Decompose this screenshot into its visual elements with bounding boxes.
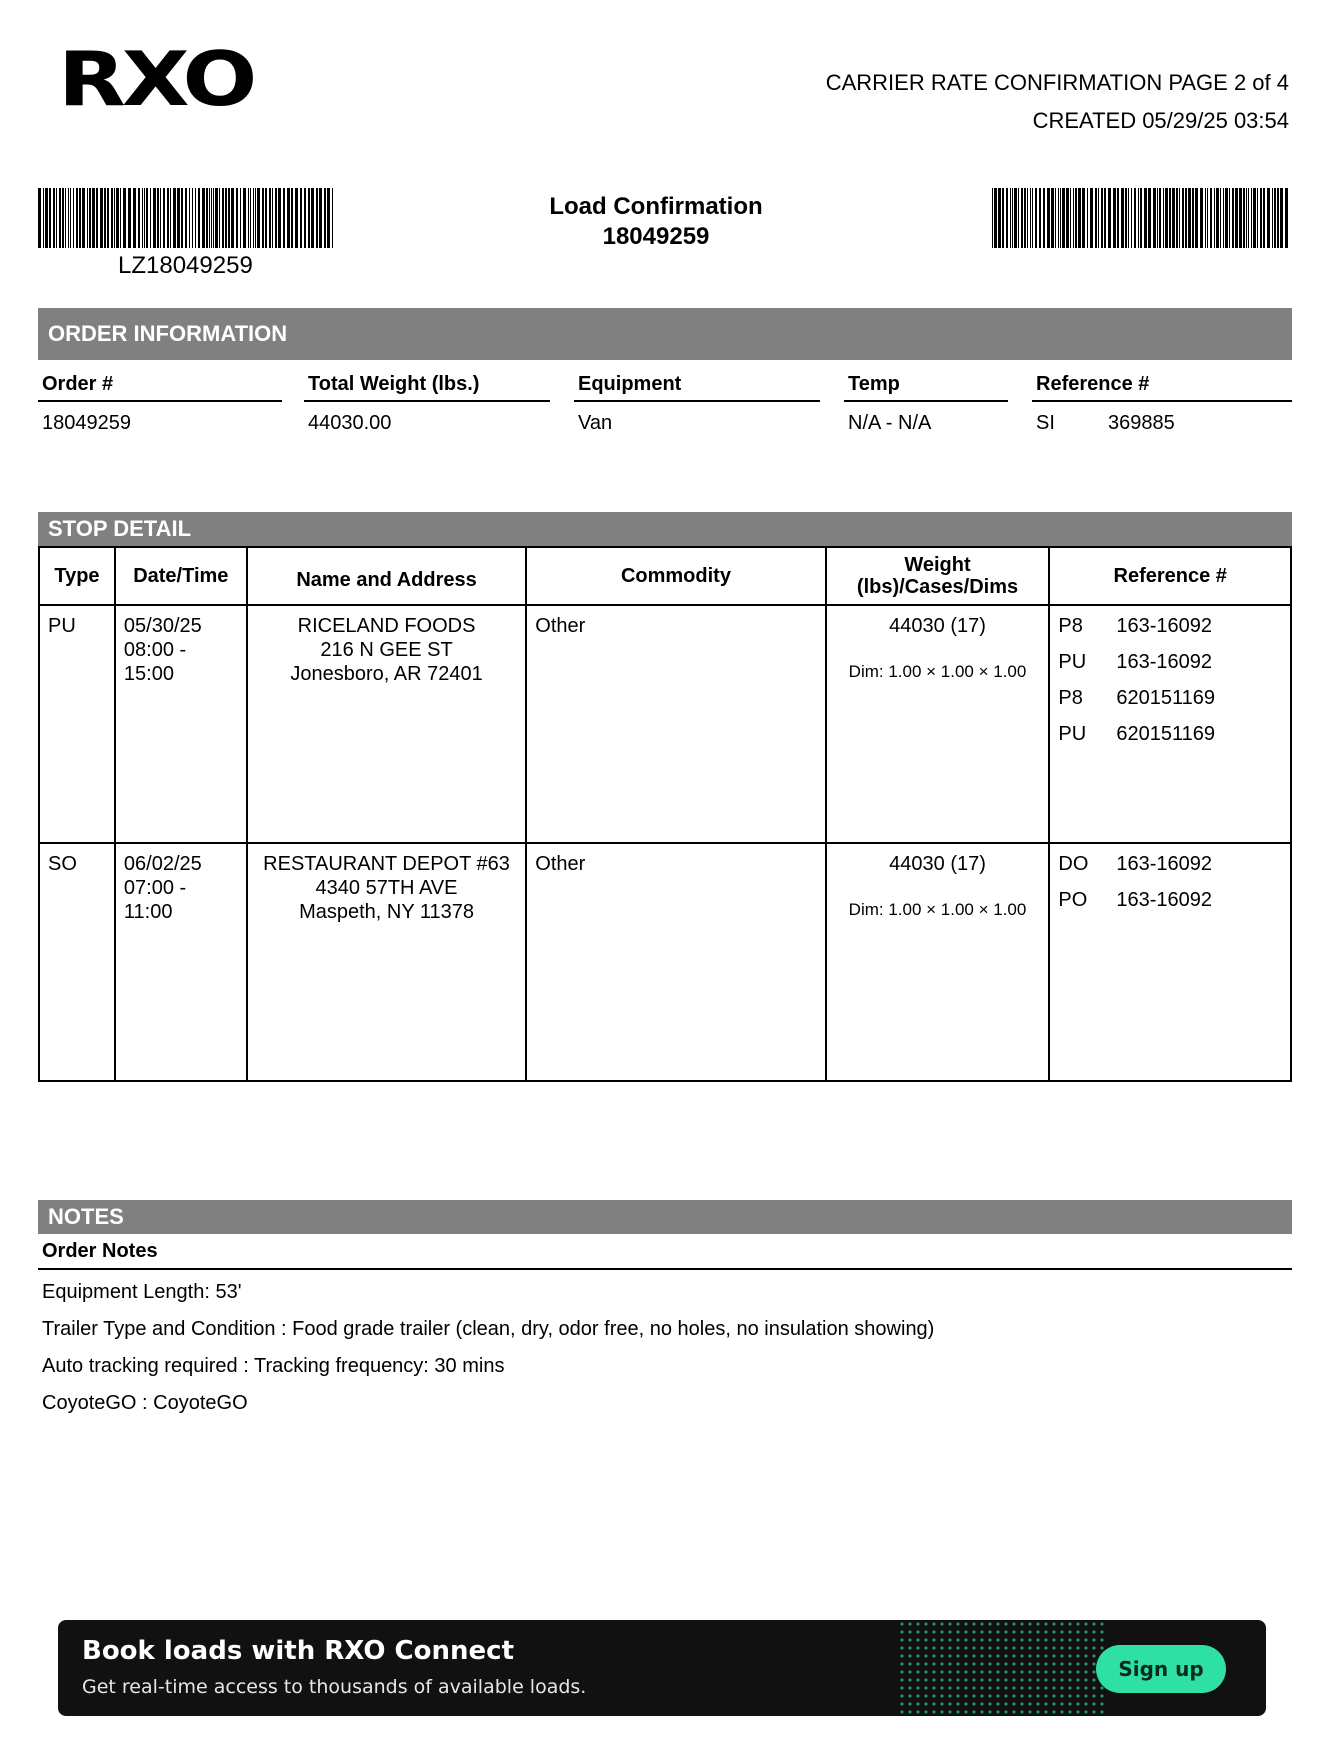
barcode-bar — [1253, 188, 1256, 248]
barcode-bar — [56, 188, 57, 248]
ref-value: 620151169 — [1116, 687, 1216, 709]
barcode-bar — [177, 188, 180, 248]
barcode-bar — [213, 188, 214, 248]
barcode-bar — [1260, 188, 1262, 248]
barcode-bar — [1280, 188, 1283, 248]
stop-dims: Dim: 1.00 × 1.00 × 1.00 — [848, 662, 1027, 681]
barcode-bar — [1090, 188, 1093, 248]
reference-value — [1032, 402, 1292, 435]
barcode-bar — [82, 188, 85, 248]
barcode-bar — [1014, 188, 1017, 248]
barcode-bar — [250, 188, 251, 248]
barcode-bar — [1051, 188, 1054, 248]
barcode-bar — [1248, 188, 1249, 248]
barcode-bar — [120, 188, 121, 248]
barcode-bar — [146, 188, 148, 248]
barcode-left — [38, 188, 336, 248]
ref-code: PU — [1058, 723, 1087, 745]
barcode-bar — [111, 188, 113, 248]
barcode-bar — [206, 188, 208, 248]
barcode-bar — [138, 188, 140, 248]
barcode-bar — [1176, 188, 1178, 248]
barcode-bar — [1274, 188, 1276, 248]
barcode-bar — [202, 188, 205, 248]
barcode-bar — [1188, 188, 1191, 248]
barcode-bar — [1225, 188, 1228, 248]
stop-address2: Maspeth, NY 11378 — [299, 901, 474, 923]
barcode-bar — [248, 188, 249, 248]
barcode-bar — [1108, 188, 1111, 248]
barcode-bar — [92, 188, 95, 248]
barcode-bar — [96, 188, 98, 248]
barcode-bar — [1216, 188, 1219, 248]
order-notes-heading: Order Notes — [38, 1236, 1292, 1270]
ref-value: 620151169 — [1116, 723, 1216, 745]
barcode-bar — [1223, 188, 1224, 248]
barcode-bar — [1277, 188, 1279, 248]
barcode-bar — [1125, 188, 1127, 248]
document-title: CARRIER RATE CONFIRMATION PAGE 2 of 4 — [825, 70, 1289, 95]
col-type: Type — [39, 547, 115, 605]
list-item: CoyoteGO : CoyoteGO — [42, 1392, 248, 1414]
stop-date: 05/30/25 — [123, 615, 202, 637]
barcode-bar — [65, 188, 66, 248]
col-commodity: Commodity — [526, 547, 825, 605]
barcode-bar — [228, 188, 230, 248]
col-weight — [826, 547, 1050, 605]
barcode-bar — [123, 188, 126, 248]
stop-datetime — [115, 843, 247, 1081]
barcode-bar — [1200, 188, 1203, 248]
barcode-bar — [1070, 188, 1071, 248]
banner-title: Book loads with RXO Connect — [82, 1636, 514, 1666]
barcode-bar — [79, 188, 81, 248]
barcode-bar — [1066, 188, 1069, 248]
barcode-bar — [269, 188, 271, 248]
stop-time-end: 15:00 — [123, 663, 174, 685]
order-number-column — [38, 370, 282, 435]
barcode-bar — [1018, 188, 1019, 248]
barcode-bar — [1144, 188, 1147, 248]
barcode-bar — [219, 188, 220, 248]
barcode-bar — [231, 188, 234, 248]
sign-up-button[interactable]: Sign up — [1096, 1645, 1226, 1693]
barcode-bar — [62, 188, 64, 248]
barcode-bar — [1207, 188, 1208, 248]
stop-name: RESTAURANT DEPOT #63 — [263, 853, 510, 875]
ref-code: PU — [1058, 651, 1087, 673]
barcode-bar — [1058, 188, 1059, 248]
barcode-bar — [1062, 188, 1065, 248]
order-notes-list — [42, 1274, 934, 1422]
barcode-bar — [1251, 188, 1252, 248]
barcode-bar — [278, 188, 281, 248]
equipment-label: Equipment — [574, 370, 820, 402]
barcode-bar — [116, 188, 119, 248]
ref-value: 163-16092 — [1116, 651, 1213, 673]
barcode-bar — [1220, 188, 1221, 248]
barcode-bar — [1024, 188, 1026, 248]
load-confirmation-number: 18049259 — [602, 223, 710, 250]
barcode-bar — [1140, 188, 1142, 248]
barcode-bar — [1272, 188, 1273, 248]
stop-commodity: Other — [526, 605, 825, 843]
barcode-bar — [53, 188, 55, 248]
barcode-bar — [1195, 188, 1198, 248]
barcode-bar — [1002, 188, 1004, 248]
barcode-bar — [240, 188, 241, 248]
list-item — [1058, 650, 1282, 686]
temp-column — [844, 370, 1008, 435]
barcode-bar — [1087, 188, 1088, 248]
list-item — [1058, 888, 1282, 924]
barcode-bar — [198, 188, 200, 248]
barcode-bar — [1182, 188, 1184, 248]
barcode-bar — [1078, 188, 1081, 248]
stop-address1: 4340 57TH AVE — [315, 877, 458, 899]
barcode-bar — [1169, 188, 1171, 248]
col-datetime: Date/Time — [115, 547, 247, 605]
stop-detail-header: STOP DETAIL — [38, 512, 1292, 546]
stop-address1: 216 N GEE ST — [320, 639, 453, 661]
barcode-right — [992, 188, 1290, 248]
barcode-bar — [215, 188, 218, 248]
barcode-bar — [142, 188, 143, 248]
col-reference: Reference # — [1049, 547, 1291, 605]
barcode-bar — [1232, 188, 1234, 248]
ref-value: 163-16092 — [1116, 615, 1213, 637]
list-item: Auto tracking required : Tracking frequency: 30 mins — [42, 1355, 505, 1377]
barcode-bar — [211, 188, 212, 248]
barcode-bar — [1131, 188, 1132, 248]
barcode-bar — [1104, 188, 1106, 248]
barcode-bar — [295, 188, 298, 248]
stop-time-start: 07:00 - — [123, 877, 187, 899]
barcode-bar — [38, 188, 41, 248]
order-information-header: ORDER INFORMATION — [38, 308, 1292, 360]
barcode-bar — [272, 188, 273, 248]
reference-number: 369885 — [1108, 412, 1175, 434]
barcode-bar — [262, 188, 264, 248]
barcode-bar — [1246, 188, 1247, 248]
barcode-bar — [1027, 188, 1028, 248]
barcode-bar — [1055, 188, 1056, 248]
order-number-label: Order # — [38, 370, 282, 402]
col-name-address: Name and Address — [247, 547, 527, 605]
dot-pattern-decoration — [898, 1620, 1108, 1716]
load-confirmation-heading: Load Confirmation — [549, 193, 763, 220]
stop-date: 06/02/25 — [123, 853, 202, 875]
stop-time-end: 11:00 — [123, 901, 173, 923]
barcode-bar — [992, 188, 993, 248]
table-row — [39, 843, 1291, 1081]
barcode-bar — [45, 188, 48, 248]
barcode-bar — [1163, 188, 1165, 248]
stop-name-address — [247, 605, 527, 843]
load-confirmation-title — [500, 192, 812, 252]
barcode-bar — [1073, 188, 1074, 248]
col-weight-line1: Weight — [904, 554, 971, 576]
stop-name-address — [247, 843, 527, 1081]
barcode-bar — [1098, 188, 1099, 248]
barcode-bar — [70, 188, 71, 248]
total-weight-value: 44030.00 — [308, 412, 392, 434]
barcode-bar — [157, 188, 159, 248]
barcode-bar — [1021, 188, 1023, 248]
stop-weight: 44030 (17) — [889, 615, 986, 637]
barcode-bar — [1235, 188, 1238, 248]
stop-datetime — [115, 605, 247, 843]
barcode-bar — [1128, 188, 1129, 248]
barcode-bar — [1157, 188, 1158, 248]
barcode-bar — [1010, 188, 1011, 248]
stop-weight-cell — [826, 843, 1050, 1081]
barcode-bar — [1153, 188, 1156, 248]
stop-commodity: Other — [526, 843, 825, 1081]
temp-value: N/A - N/A — [848, 412, 932, 434]
barcode-bar — [327, 188, 330, 248]
stop-type: PU — [39, 605, 115, 843]
barcode-bar — [189, 188, 190, 248]
barcode-bar — [160, 188, 161, 248]
barcode-bar — [68, 188, 69, 248]
barcode-bar — [1095, 188, 1097, 248]
stop-address2: Jonesboro, AR 72401 — [290, 663, 483, 685]
barcode-bar — [275, 188, 277, 248]
barcode-bar — [1043, 188, 1045, 248]
barcode-bar — [1148, 188, 1151, 248]
temp-label: Temp — [844, 370, 1008, 402]
barcode-bar — [1210, 188, 1212, 248]
barcode-bar — [324, 188, 326, 248]
barcode-bar — [1035, 188, 1037, 248]
stop-table-header-row — [39, 547, 1291, 605]
barcode-bar — [1006, 188, 1008, 248]
barcode-bar — [1192, 188, 1194, 248]
barcode-bar — [1047, 188, 1050, 248]
barcode-bar — [994, 188, 997, 248]
barcode-bar — [332, 188, 333, 248]
barcode-bar — [1117, 188, 1119, 248]
rxo-logo: RXO — [58, 35, 254, 123]
ref-value: 163-16092 — [1116, 853, 1213, 875]
barcode-bar — [1257, 188, 1258, 248]
banner-subtitle: Get real-time access to thousands of available loads. — [82, 1676, 587, 1698]
barcode-bar — [253, 188, 254, 248]
stop-type: SO — [39, 843, 115, 1081]
ref-code: DO — [1058, 853, 1089, 875]
rxo-connect-banner — [58, 1620, 1266, 1716]
barcode-bar — [236, 188, 238, 248]
barcode-bar — [89, 188, 91, 248]
document-header — [826, 64, 1289, 140]
barcode-bar — [257, 188, 260, 248]
barcode-bar — [1165, 188, 1168, 248]
barcode-bar — [998, 188, 1001, 248]
equipment-column — [574, 370, 820, 435]
barcode-bar — [173, 188, 176, 248]
barcode-bar — [104, 188, 106, 248]
barcode-bar — [170, 188, 171, 248]
stop-references — [1049, 605, 1291, 843]
barcode-bar — [181, 188, 183, 248]
barcode-bar — [107, 188, 109, 248]
barcode-bar — [1134, 188, 1136, 248]
barcode-bar — [100, 188, 103, 248]
barcode-bar — [1101, 188, 1103, 248]
table-row — [39, 605, 1291, 843]
stop-name: RICELAND FOODS — [297, 615, 476, 637]
barcode-bar — [287, 188, 290, 248]
barcode-bar — [43, 188, 44, 248]
barcode-bar — [87, 188, 88, 248]
barcode-bar — [1239, 188, 1242, 248]
barcode-bar — [150, 188, 151, 248]
barcode-bar — [1229, 188, 1230, 248]
barcode-bar — [1285, 188, 1288, 248]
barcode-bar — [1012, 188, 1013, 248]
stop-weight: 44030 (17) — [889, 853, 986, 875]
barcode-bar — [1030, 188, 1031, 248]
list-item — [1058, 852, 1282, 888]
barcode-bar — [195, 188, 196, 248]
barcode-bar — [1172, 188, 1175, 248]
barcode-bar — [243, 188, 246, 248]
barcode-bar — [304, 188, 306, 248]
reference-code: SI — [1036, 412, 1055, 434]
barcode-bar — [133, 188, 136, 248]
barcode-label: LZ18049259 — [118, 252, 253, 279]
barcode-bar — [1267, 188, 1270, 248]
barcode-bar — [1214, 188, 1215, 248]
list-item: Equipment Length: 53' — [42, 1281, 242, 1303]
barcode-bar — [300, 188, 302, 248]
ref-code: P8 — [1058, 615, 1083, 637]
barcode-bar — [311, 188, 314, 248]
stop-weight-cell — [826, 605, 1050, 843]
order-number-value: 18049259 — [42, 412, 131, 434]
barcode-bar — [1032, 188, 1033, 248]
barcode-bar — [308, 188, 310, 248]
barcode-bar — [1185, 188, 1187, 248]
barcode-bar — [153, 188, 156, 248]
total-weight-label: Total Weight (lbs.) — [304, 370, 550, 402]
ref-code: PO — [1058, 889, 1088, 911]
barcode-bar — [1113, 188, 1116, 248]
barcode-bar — [209, 188, 210, 248]
barcode-bar — [192, 188, 193, 248]
barcode-bar — [1060, 188, 1061, 248]
list-item: Trailer Type and Condition : Food grade trailer (clean, dry, odor free, no holes, no insulation showing) — [42, 1318, 935, 1340]
barcode-bar — [59, 188, 61, 248]
stop-detail-table — [38, 546, 1292, 1082]
list-item — [1058, 722, 1282, 758]
barcode-bar — [255, 188, 256, 248]
barcode-bar — [1263, 188, 1265, 248]
barcode-bar — [283, 188, 285, 248]
barcode-bar — [114, 188, 115, 248]
barcode-bar — [1039, 188, 1041, 248]
list-item — [1058, 686, 1282, 722]
barcode-bar — [49, 188, 51, 248]
barcode-bar — [1075, 188, 1077, 248]
barcode-bar — [222, 188, 224, 248]
stop-references — [1049, 843, 1291, 1081]
barcode-bar — [319, 188, 322, 248]
barcode-bar — [1159, 188, 1161, 248]
total-weight-column — [304, 370, 550, 435]
barcode-bar — [167, 188, 169, 248]
reference-label: Reference # — [1032, 370, 1292, 402]
equipment-value: Van — [578, 412, 613, 434]
barcode-bar — [316, 188, 318, 248]
reference-column — [1032, 370, 1292, 435]
ref-value: 163-16092 — [1116, 889, 1213, 911]
ref-code: P8 — [1058, 687, 1083, 709]
list-item — [1058, 614, 1282, 650]
barcode-bar — [291, 188, 293, 248]
barcode-bar — [225, 188, 227, 248]
notes-header: NOTES — [38, 1200, 1292, 1234]
col-weight-line2: (lbs)/Cases/Dims — [856, 576, 1019, 598]
created-timestamp: CREATED 05/29/25 03:54 — [1032, 108, 1289, 133]
barcode-bar — [1205, 188, 1206, 248]
barcode-bar — [185, 188, 187, 248]
barcode-bar — [163, 188, 165, 248]
barcode-bar — [128, 188, 131, 248]
barcode-bar — [1138, 188, 1139, 248]
stop-dims: Dim: 1.00 × 1.00 × 1.00 — [848, 900, 1027, 919]
order-information-grid — [38, 370, 1292, 434]
barcode-bar — [1243, 188, 1245, 248]
barcode-bar — [1121, 188, 1124, 248]
barcode-bar — [144, 188, 145, 248]
stop-time-start: 08:00 - — [123, 639, 187, 661]
barcode-bar — [1082, 188, 1085, 248]
barcode-bar — [76, 188, 78, 248]
barcode-bar — [265, 188, 267, 248]
barcode-bar — [1179, 188, 1180, 248]
barcode-bar — [73, 188, 74, 248]
